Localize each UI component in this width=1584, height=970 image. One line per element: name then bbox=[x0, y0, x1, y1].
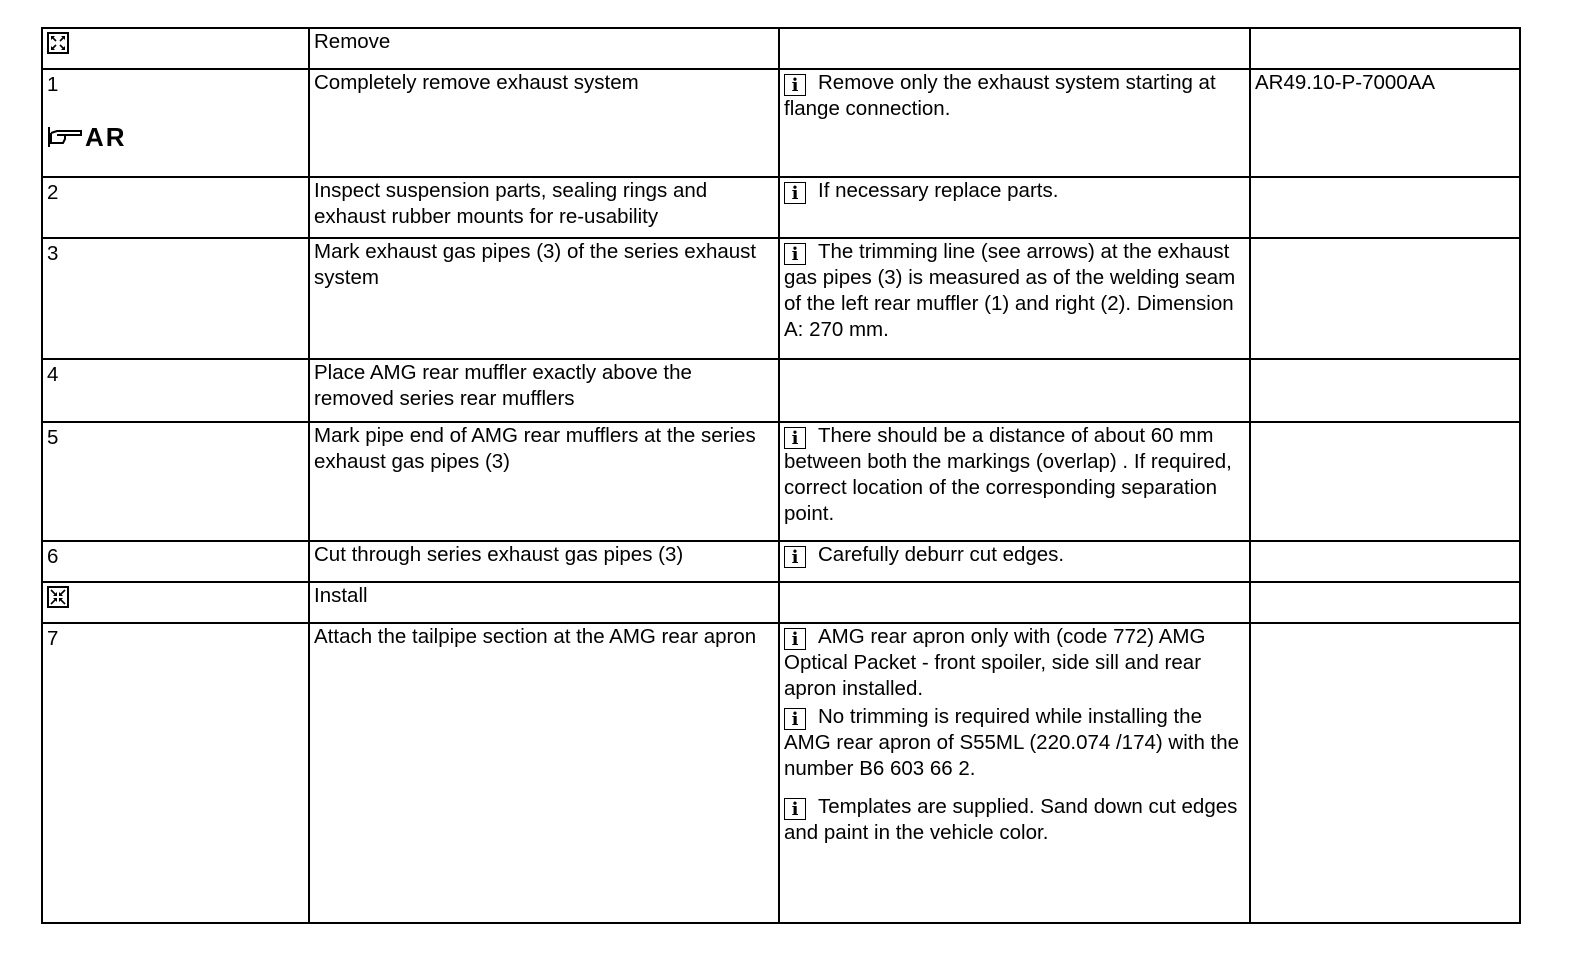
note-text: AMG rear apron only with (code 772) AMG Optical Packet - front spoiler, side sill and rear apron installed. bbox=[784, 625, 1206, 700]
action-text: Inspect suspension parts, sealing rings and exhaust rubber mounts for re-usability bbox=[314, 179, 708, 228]
note bbox=[784, 542, 1245, 568]
table-row-step-4 bbox=[42, 359, 1520, 422]
note-cell bbox=[779, 582, 1250, 623]
action-text: Completely remove exhaust system bbox=[314, 71, 639, 94]
note bbox=[784, 239, 1245, 343]
note-text: The trimming line (see arrows) at the exhaust gas pipes (3) is measured as of the welding seam of the left rear muffler (1) and right (2). Dimension A: 270 mm. bbox=[784, 240, 1236, 341]
reference-cell bbox=[1250, 69, 1520, 177]
step-number: 7 bbox=[47, 627, 59, 650]
note-text: There should be a distance of about 60 mm between both the markings (overlap) . If required, correct location of the corresponding separation point. bbox=[784, 424, 1232, 525]
info-icon: i bbox=[784, 546, 806, 568]
reference-cell bbox=[1250, 582, 1520, 623]
step-number: 1 bbox=[47, 73, 59, 96]
table-row-install-phase bbox=[42, 582, 1520, 623]
reference-cell bbox=[1250, 623, 1520, 923]
table-row-step-2 bbox=[42, 177, 1520, 238]
step-number: 4 bbox=[47, 363, 59, 386]
note-text: Templates are supplied. Sand down cut edges and paint in the vehicle color. bbox=[784, 795, 1238, 844]
info-icon: i bbox=[784, 243, 806, 265]
ar-reference-marker bbox=[47, 124, 304, 150]
action-cell bbox=[309, 28, 779, 69]
table-row-step-7 bbox=[42, 623, 1520, 923]
note-text: Carefully deburr cut edges. bbox=[818, 543, 1065, 566]
info-icon: i bbox=[784, 628, 806, 650]
table-row-step-3 bbox=[42, 238, 1520, 359]
note-cell bbox=[779, 623, 1250, 923]
info-icon: i bbox=[784, 74, 806, 96]
step-cell bbox=[42, 422, 309, 541]
step-number: 5 bbox=[47, 426, 59, 449]
action-text: Cut through series exhaust gas pipes (3) bbox=[314, 543, 684, 566]
action-cell bbox=[309, 422, 779, 541]
action-text: Mark exhaust gas pipes (3) of the series exhaust system bbox=[314, 240, 757, 289]
action-text: Place AMG rear muffler exactly above the removed series rear mufflers bbox=[314, 361, 692, 410]
step-cell bbox=[42, 69, 309, 177]
table-row-step-6 bbox=[42, 541, 1520, 582]
action-cell bbox=[309, 582, 779, 623]
action-cell bbox=[309, 623, 779, 923]
action-cell bbox=[309, 541, 779, 582]
step-cell bbox=[42, 541, 309, 582]
step-number: 3 bbox=[47, 242, 59, 265]
table-row-step-1 bbox=[42, 69, 1520, 177]
phase-label: Remove bbox=[314, 30, 391, 53]
step-cell bbox=[42, 623, 309, 923]
note-text: Remove only the exhaust system starting at flange connection. bbox=[784, 71, 1216, 120]
action-cell bbox=[309, 177, 779, 238]
remove-phase-icon bbox=[47, 32, 69, 54]
note-cell bbox=[779, 69, 1250, 177]
note-text: If necessary replace parts. bbox=[818, 179, 1059, 202]
note bbox=[784, 624, 1245, 702]
note bbox=[784, 794, 1245, 846]
note-cell bbox=[779, 238, 1250, 359]
table-row-remove-phase bbox=[42, 28, 1520, 69]
reference-cell bbox=[1250, 238, 1520, 359]
action-text: Attach the tailpipe section at the AMG rear apron bbox=[314, 625, 757, 648]
step-cell bbox=[42, 359, 309, 422]
step-cell bbox=[42, 28, 309, 69]
table-row-step-5 bbox=[42, 422, 1520, 541]
step-number: 6 bbox=[47, 545, 59, 568]
action-cell bbox=[309, 69, 779, 177]
note-cell bbox=[779, 28, 1250, 69]
info-icon: i bbox=[784, 708, 806, 730]
step-cell bbox=[42, 177, 309, 238]
install-phase-icon bbox=[47, 586, 69, 608]
reference-cell bbox=[1250, 177, 1520, 238]
info-icon: i bbox=[784, 427, 806, 449]
note-text: No trimming is required while installing the AMG rear apron of S55ML (220.074 /174) with the number B6 603 66 2. bbox=[784, 705, 1240, 780]
note-cell bbox=[779, 541, 1250, 582]
note bbox=[784, 178, 1245, 204]
info-icon: i bbox=[784, 182, 806, 204]
note-cell bbox=[779, 359, 1250, 422]
note bbox=[784, 70, 1245, 122]
phase-label: Install bbox=[314, 584, 368, 607]
step-cell bbox=[42, 238, 309, 359]
note-cell bbox=[779, 177, 1250, 238]
action-cell bbox=[309, 238, 779, 359]
reference-cell bbox=[1250, 422, 1520, 541]
note bbox=[784, 704, 1245, 782]
procedure-table bbox=[41, 27, 1521, 924]
action-cell bbox=[309, 359, 779, 422]
reference-cell bbox=[1250, 28, 1520, 69]
step-cell bbox=[42, 582, 309, 623]
reference-cell bbox=[1250, 541, 1520, 582]
pointing-hand-icon bbox=[47, 125, 83, 149]
reference-link[interactable]: AR49.10-P-7000AA bbox=[1255, 71, 1436, 94]
info-icon: i bbox=[784, 798, 806, 820]
reference-cell bbox=[1250, 359, 1520, 422]
action-text: Mark pipe end of AMG rear mufflers at the series exhaust gas pipes (3) bbox=[314, 424, 756, 473]
step-number: 2 bbox=[47, 181, 59, 204]
ar-label: AR bbox=[85, 122, 127, 152]
note bbox=[784, 423, 1245, 527]
note-cell bbox=[779, 422, 1250, 541]
